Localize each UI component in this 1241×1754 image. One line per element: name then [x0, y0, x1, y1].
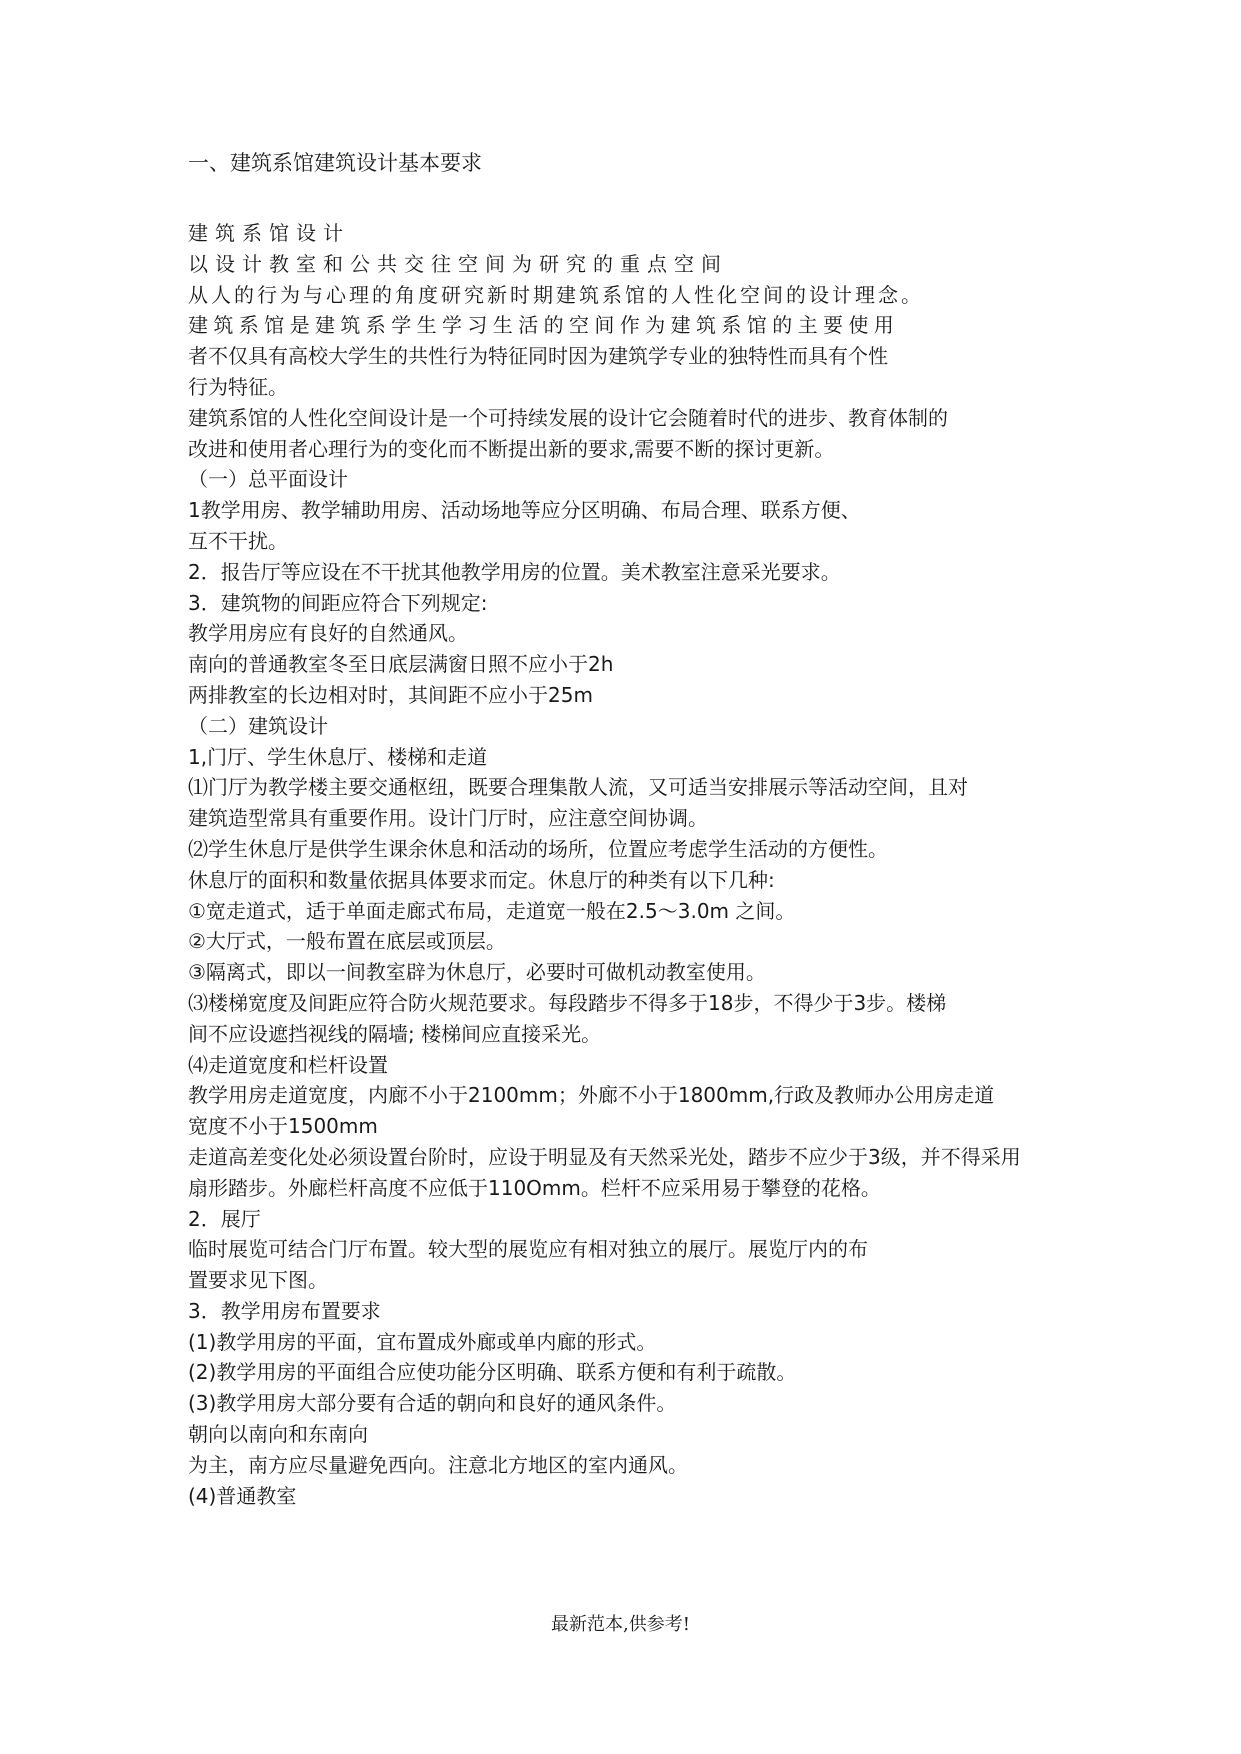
text-line: (2)教学用房的平面组合应使功能分区明确、联系方便和有利于疏散。: [188, 1360, 797, 1385]
text-line: 2．报告厅等应设在不干扰其他教学用房的位置。美术教室注意采光要求。: [188, 559, 841, 584]
text-line: 置要求见下图。: [188, 1268, 328, 1293]
text-line: ②大厅式，一般布置在底层或顶层。: [188, 929, 506, 954]
text-line: (4)普通教室: [188, 1483, 297, 1508]
text-line: ⑴门厅为教学楼主要交通枢纽，既要合理集散人流，又可适当安排展示等活动空间，且对: [188, 775, 968, 800]
text-line: 间不应设遮挡视线的隔墙; 楼梯间应直接采光。: [188, 1021, 602, 1046]
text-line: 以设计教室和公共交往空间为研究的重点空间: [188, 251, 728, 276]
text-line: 改进和使用者心理行为的变化而不断提出新的要求,需要不断的探讨更新。: [188, 436, 835, 461]
text-line: 1,门厅、学生休息厅、楼梯和走道: [188, 744, 488, 769]
text-line: 建筑系馆设计: [188, 221, 350, 245]
text-line: 建筑系馆的人性化空间设计是一个可持续发展的设计它会随着时代的进步、教育体制的: [188, 405, 948, 430]
document-body: [188, 148, 1068, 1511]
text-line: 行为特征。: [188, 374, 288, 399]
text-line: 走道高差变化处必须设置台阶时，应设于明显及有天然采光处，踏步不应少于3级，并不得采用: [188, 1144, 1021, 1169]
text-line: 宽度不小于1500mm: [188, 1114, 378, 1139]
text-line: 南向的普通教室冬至日底层满窗日照不应小于2h: [188, 652, 614, 677]
text-line: 为主，南方应尽量避免西向。注意北方地区的室内通风。: [188, 1452, 688, 1477]
text-line: 建筑系馆是建筑系学生学习生活的空间作为建筑系馆的主要使用: [188, 313, 900, 338]
text-line: 两排教室的长边相对时，其间距不应小于25m: [188, 682, 593, 707]
text-line: ⑵学生休息厅是供学生课余休息和活动的场所，位置应考虑学生活动的方便性。: [188, 836, 888, 861]
text-line: 休息厅的面积和数量依据具体要求而定。休息厅的种类有以下几种:: [188, 867, 775, 892]
text-line: (1)教学用房的平面，宜布置成外廊或单内廊的形式。: [188, 1329, 657, 1354]
text-line: 临时展览可结合门厅布置。较大型的展览应有相对独立的展厅。展览厅内的布: [188, 1237, 868, 1262]
text-line: ⑷走道宽度和栏杆设置: [188, 1052, 388, 1077]
text-line: ①宽走道式，适于单面走廊式布局，走道宽一般在2.5～3.0m 之间。: [188, 898, 796, 923]
text-line: 教学用房应有良好的自然通风。: [188, 621, 468, 646]
text-line: 教学用房走道宽度，内廊不小于2100mm；外廊不小于1800mm,行政及教师办公用房走道: [188, 1083, 995, 1108]
text-line: 扇形踏步。外廊栏杆高度不应低于110Omm。栏杆不应采用易于攀登的花格。: [188, 1175, 881, 1200]
text-line: ⑶楼梯宽度及间距应符合防火规范要求。每段踏步不得多于18步，不得少于3步。楼梯: [188, 990, 947, 1015]
text-line: 1教学用房、教学辅助用房、活动场地等应分区明确、布局合理、联系方便、: [188, 498, 861, 523]
text-line: ③隔离式，即以一间教室辟为休息厅，必要时可做机动教室使用。: [188, 960, 766, 985]
text-line: 建筑造型常具有重要作用。设计门厅时，应注意空间协调。: [188, 806, 708, 831]
text-line: 者不仅具有高校大学生的共性行为特征同时因为建筑学专业的独特性而具有个性: [188, 344, 888, 369]
section-heading: （一）总平面设计: [188, 467, 348, 492]
text-line: 3．建筑物的间距应符合下列规定:: [188, 590, 488, 615]
text-line: 朝向以南向和东南向: [188, 1422, 368, 1447]
text-line: 互不干扰。: [188, 528, 288, 553]
section-heading: 3．教学用房布置要求: [188, 1298, 381, 1323]
page-footer: 最新范本,供参考!: [551, 1614, 690, 1635]
section-heading: （二）建筑设计: [188, 713, 328, 738]
text-line: 从人的行为与心理的角度研究新时期建筑系馆的人性化空间的设计理念。: [188, 282, 924, 307]
section-heading: 2．展厅: [188, 1206, 261, 1231]
text-line: (3)教学用房大部分要有合适的朝向和良好的通风条件。: [188, 1391, 677, 1416]
document-heading: 一、建筑系馆建筑设计基本要求: [188, 151, 482, 175]
